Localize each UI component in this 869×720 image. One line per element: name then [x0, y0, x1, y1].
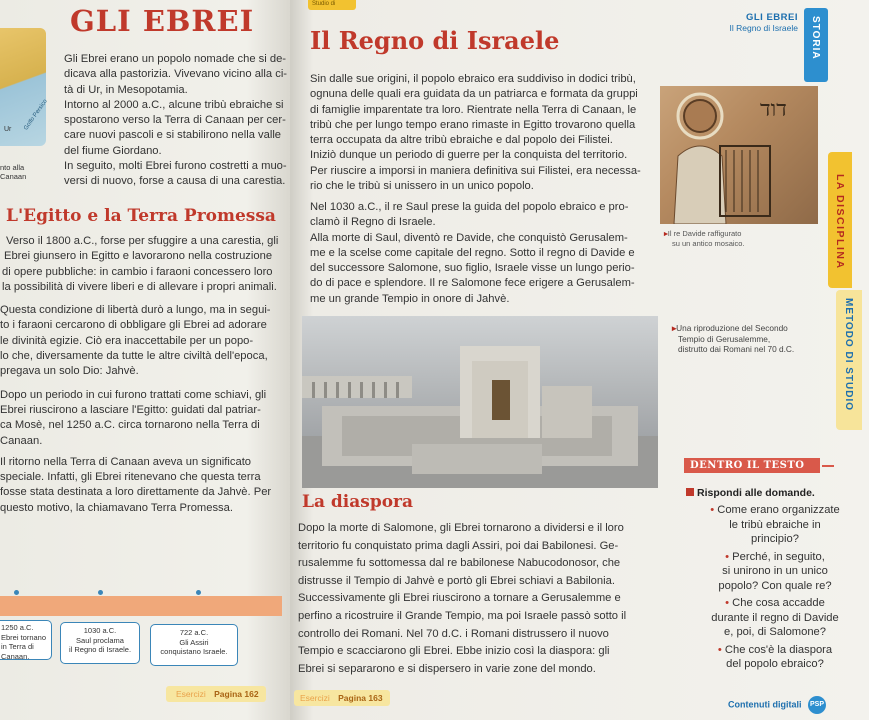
map-caption: nto alla Canaan	[0, 163, 27, 181]
rispondi-label: Rispondi alle domande.	[686, 487, 815, 499]
pencil-icon	[686, 488, 694, 496]
timeline-event-722: 722 a.C. Gli Assiri conquistano Israele.	[150, 624, 238, 666]
exercises-link[interactable]: Esercizi	[300, 693, 330, 703]
timeline-event-1250: 1250 a.C. Ebrei tornano in Terra di Canaan.	[0, 620, 52, 660]
mosaic-caption: ▸Il re Davide raffigurato su un antico mosaico.	[664, 229, 745, 248]
mosaic-inscription: דוד	[760, 97, 787, 122]
timeline-bar	[0, 596, 282, 616]
right-footer[interactable]	[294, 690, 390, 706]
page-number: Pagina 163	[338, 693, 383, 703]
diaspora-paragraph: Dopo la morte di Salomone, gli Ebrei tornarono a dividersi e il loro territorio fu conquistato prima dagli Assiri, poi dai Babilonesi. Ge- rusalemme fu sottomessa dal re babilonese Nabucodonosor, che distrusse il Tempio di Jahvè e portò gli Ebrei schiavi a Babilonia. Successivamente gli Ebrei riuscirono a tornare a Gerusalemme e perfino a ricostruire il Grande Tempio, ma poi Israele passò sotto il controllo dei Romani. Nel 70 d.C. i Romani distrussero il nuovo Tempio e scacciarono gli Ebrei. Ebbe inizio così la diaspora: gli Ebrei si separarono e si dispersero in varie zone del mondo.	[298, 522, 627, 675]
mosaic-figure	[660, 86, 818, 224]
top-tab: Studio di	[308, 0, 356, 10]
question-1: • Come erano organizzate le tribù ebraiche in principio?	[710, 504, 840, 545]
question-2: • Perché, in seguito, si unirono in un unico popolo? Con quale re?	[718, 550, 832, 592]
tab-storia[interactable]: STORIA	[804, 8, 828, 82]
page-number: Pagina 162	[214, 689, 259, 699]
tribes-paragraph: Sin dalle sue origini, il popolo ebraico era suddiviso in dodici tribù, ognuna delle quali era guidata da un patriarca e formata da gruppi di famiglie imparentate tra loro. Rientrate nella Terra di Canaan, le tribù che per lungo tempo erano rimaste in Egitto trovarono quella terra occupata da altre tribù ebraiche e dal popolo dei Filistei. Iniziò dunque un periodo di guerre per la conquista del territorio. Per riuscire a imporsi in maniera definitiva sui Filistei, era necessa- rio che le tribù si unissero in un unico popolo.	[310, 73, 641, 193]
section-title-egitto: L'Egitto e la Terra Promessa	[6, 206, 276, 226]
psp-badge[interactable]: PSP	[808, 696, 826, 714]
chapter-label: GLI EBREI	[745, 12, 798, 23]
left-page	[0, 0, 290, 720]
page-title: Il Regno di Israele	[310, 26, 560, 55]
intro-paragraph: Gli Ebrei erano un popolo nomade che si de- dicava alla pastorizia. Vivevano vicino alla ci- tà di Ur, in Mesopotamia. Intorno al 2000 a.C., alcune tribù ebraiche si spostarono verso la Terra di Canaan per cer- care nuovi pascoli e si stabilirono nella valle del fiume Giordano. In seguito, molti Ebrei furono costretti a muo- versi di nuovo, forse a causa di una carestia.	[64, 53, 288, 188]
temple-caption: ▸Una riproduzione del Secondo Tempio di Gerusalemme, distrutto dai Romani nel 70 d.C.	[672, 323, 795, 354]
left-footer[interactable]	[166, 686, 266, 702]
timeline-tick-3	[196, 590, 201, 595]
running-header	[694, 12, 798, 33]
digital-content-link[interactable]: Contenuti digitali PSP	[728, 696, 826, 714]
tab-la-disciplina[interactable]: LA DISCIPLINA	[828, 152, 852, 288]
timeline-tick-2	[98, 590, 103, 595]
exercises-link[interactable]: Esercizi	[176, 689, 206, 699]
temple-illustration	[302, 316, 658, 488]
question-4: • Che cos'è la diaspora del popolo ebraico?	[717, 643, 833, 670]
timeline-tick-1	[14, 590, 19, 595]
page-title: GLI EBREI	[70, 4, 255, 38]
tab-metodo-di-studio[interactable]: METODO DI STUDIO	[836, 290, 862, 430]
dentro-header-dash	[822, 465, 834, 467]
questions-list	[690, 503, 860, 672]
section-title-diaspora: La diaspora	[302, 492, 414, 512]
map-label-gulf: Golfo Persico	[23, 98, 49, 132]
dentro-il-testo-header: DENTRO IL TESTO	[684, 458, 820, 473]
map-illustration	[0, 28, 49, 146]
king-david-mosaic-image	[660, 86, 818, 224]
map-label-ur: Ur	[4, 126, 12, 133]
kingdom-paragraph: Nel 1030 a.C., il re Saul prese la guida del popolo ebraico e pro- clamò il Regno di Israele. Alla morte di Saul, diventò re Davide, che conquistò Gerusalem- me e la scelse come capitale del regno. Sotto il regno di Davide e del successore Salomone, suo figlio, Israele visse un lungo perio- do di pace e splendore. Il re Salomone fece erigere a Gerusalem- me un grande Tempio in onore di Jahvè.	[310, 201, 635, 305]
timeline-event-1030: 1030 a.C. Saul proclama il Regno di Israele.	[60, 622, 140, 664]
question-3: • Che cosa accadde durante il regno di Davide e, poi, di Salomone?	[711, 597, 839, 638]
section-label: Il Regno di Israele	[729, 23, 798, 33]
temple-model-image	[302, 316, 658, 488]
egitto-paragraph: Verso il 1800 a.C., forse per sfuggire a una carestia, gli Ebrei giunsero in Egitto e lavorarono nella costruzione di opere pubbliche: in cambio i faraoni concessero loro la possibilità di vivere liberi e di allevare i propri animali. Questa condizione di libertà durò a lungo, ma in segui- to i faraoni cercarono di obbligare gli Ebrei ad adorare le divinità egizie. Ciò era inaccettabile per un popo- lo che, diversamente da tutte le altre civiltà dell'epoca, pregava un solo Dio: Jahvè. Dopo un periodo in cui furono trattati come schiavi, gli Ebrei riuscirono a lasciare l'Egitto: guidati dal patriar- ca Mosè, nel 1250 a.C. circa tornarono nella Terra di Canaan. Il ritorno nella Terra di Canaan aveva un significato speciale. Infatti, gli Ebrei ritenevano che questa terra fosse stata destinata a loro direttamente da Jahvè. Per questo motivo, la chiamavano Terra Promessa.	[0, 235, 279, 514]
right-page	[290, 0, 869, 720]
